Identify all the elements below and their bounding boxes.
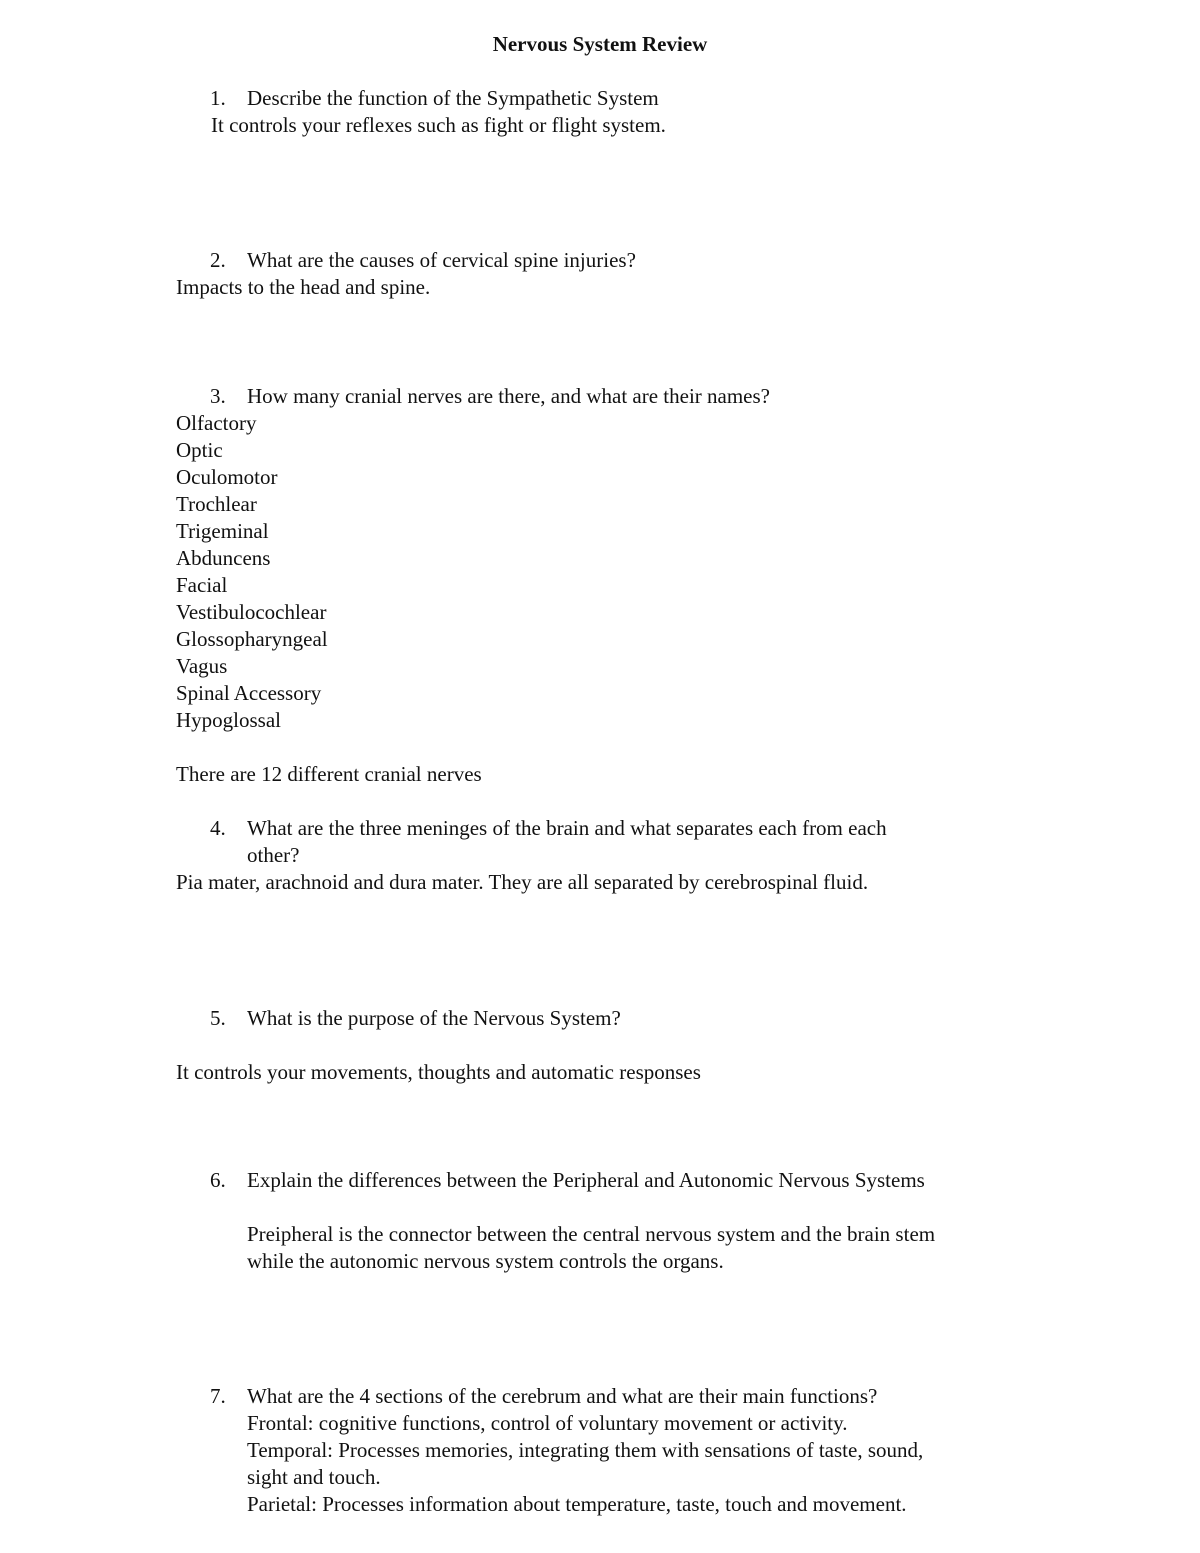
nerve-list-item: Hypoglossal xyxy=(176,708,281,732)
answer-text: Pia mater, arachnoid and dura mater. They are all separated by cerebrospinal fluid. xyxy=(176,870,869,894)
answer-text-continued: while the autonomic nervous system controls the organs. xyxy=(247,1249,724,1273)
nerve-list-item: Vestibulocochlear xyxy=(176,600,327,624)
question-number: 2. xyxy=(210,248,226,272)
answer-text: It controls your reflexes such as fight or flight system. xyxy=(211,113,666,137)
question-number: 6. xyxy=(210,1168,226,1192)
question-text: Describe the function of the Sympathetic System xyxy=(247,86,659,110)
nerve-list-item: Trigeminal xyxy=(176,519,269,543)
question-text-continued: other? xyxy=(247,843,300,867)
nerve-list-item: Optic xyxy=(176,438,223,462)
question-number: 5. xyxy=(210,1006,226,1030)
nerve-list-item: Abduncens xyxy=(176,546,271,570)
answer-text-parietal: Parietal: Processes information about temperature, taste, touch and movement. xyxy=(247,1492,907,1516)
answer-text: There are 12 different cranial nerves xyxy=(176,762,482,786)
question-text: What are the three meninges of the brain and what separates each from each xyxy=(247,816,887,840)
question-text: Explain the differences between the Peripheral and Autonomic Nervous Systems xyxy=(247,1168,925,1192)
nerve-list-item: Glossopharyngeal xyxy=(176,627,328,651)
nerve-list-item: Vagus xyxy=(176,654,228,678)
question-number: 7. xyxy=(210,1384,226,1408)
question-number: 4. xyxy=(210,816,226,840)
question-number: 1. xyxy=(210,86,226,110)
nerve-list-item: Spinal Accessory xyxy=(176,681,322,705)
answer-text-temporal: Temporal: Processes memories, integrating them with sensations of taste, sound, xyxy=(247,1438,924,1462)
question-number: 3. xyxy=(210,384,226,408)
nerve-list-item: Trochlear xyxy=(176,492,257,516)
question-text: What are the 4 sections of the cerebrum and what are their main functions? xyxy=(247,1384,878,1408)
nerve-list-item: Facial xyxy=(176,573,228,597)
answer-text-temporal-continued: sight and touch. xyxy=(247,1465,381,1489)
document-title: Nervous System Review xyxy=(492,32,708,56)
question-text: What is the purpose of the Nervous System? xyxy=(247,1006,621,1030)
nerve-list-item: Olfactory xyxy=(176,411,257,435)
answer-text: Preipheral is the connector between the central nervous system and the brain stem xyxy=(247,1222,936,1246)
question-text: How many cranial nerves are there, and what are their names? xyxy=(247,384,771,408)
answer-text: Impacts to the head and spine. xyxy=(176,275,431,299)
question-text: What are the causes of cervical spine injuries? xyxy=(247,248,636,272)
answer-text: It controls your movements, thoughts and automatic responses xyxy=(176,1060,701,1084)
answer-text-frontal: Frontal: cognitive functions, control of voluntary movement or activity. xyxy=(247,1411,848,1435)
nerve-list-item: Oculomotor xyxy=(176,465,278,489)
